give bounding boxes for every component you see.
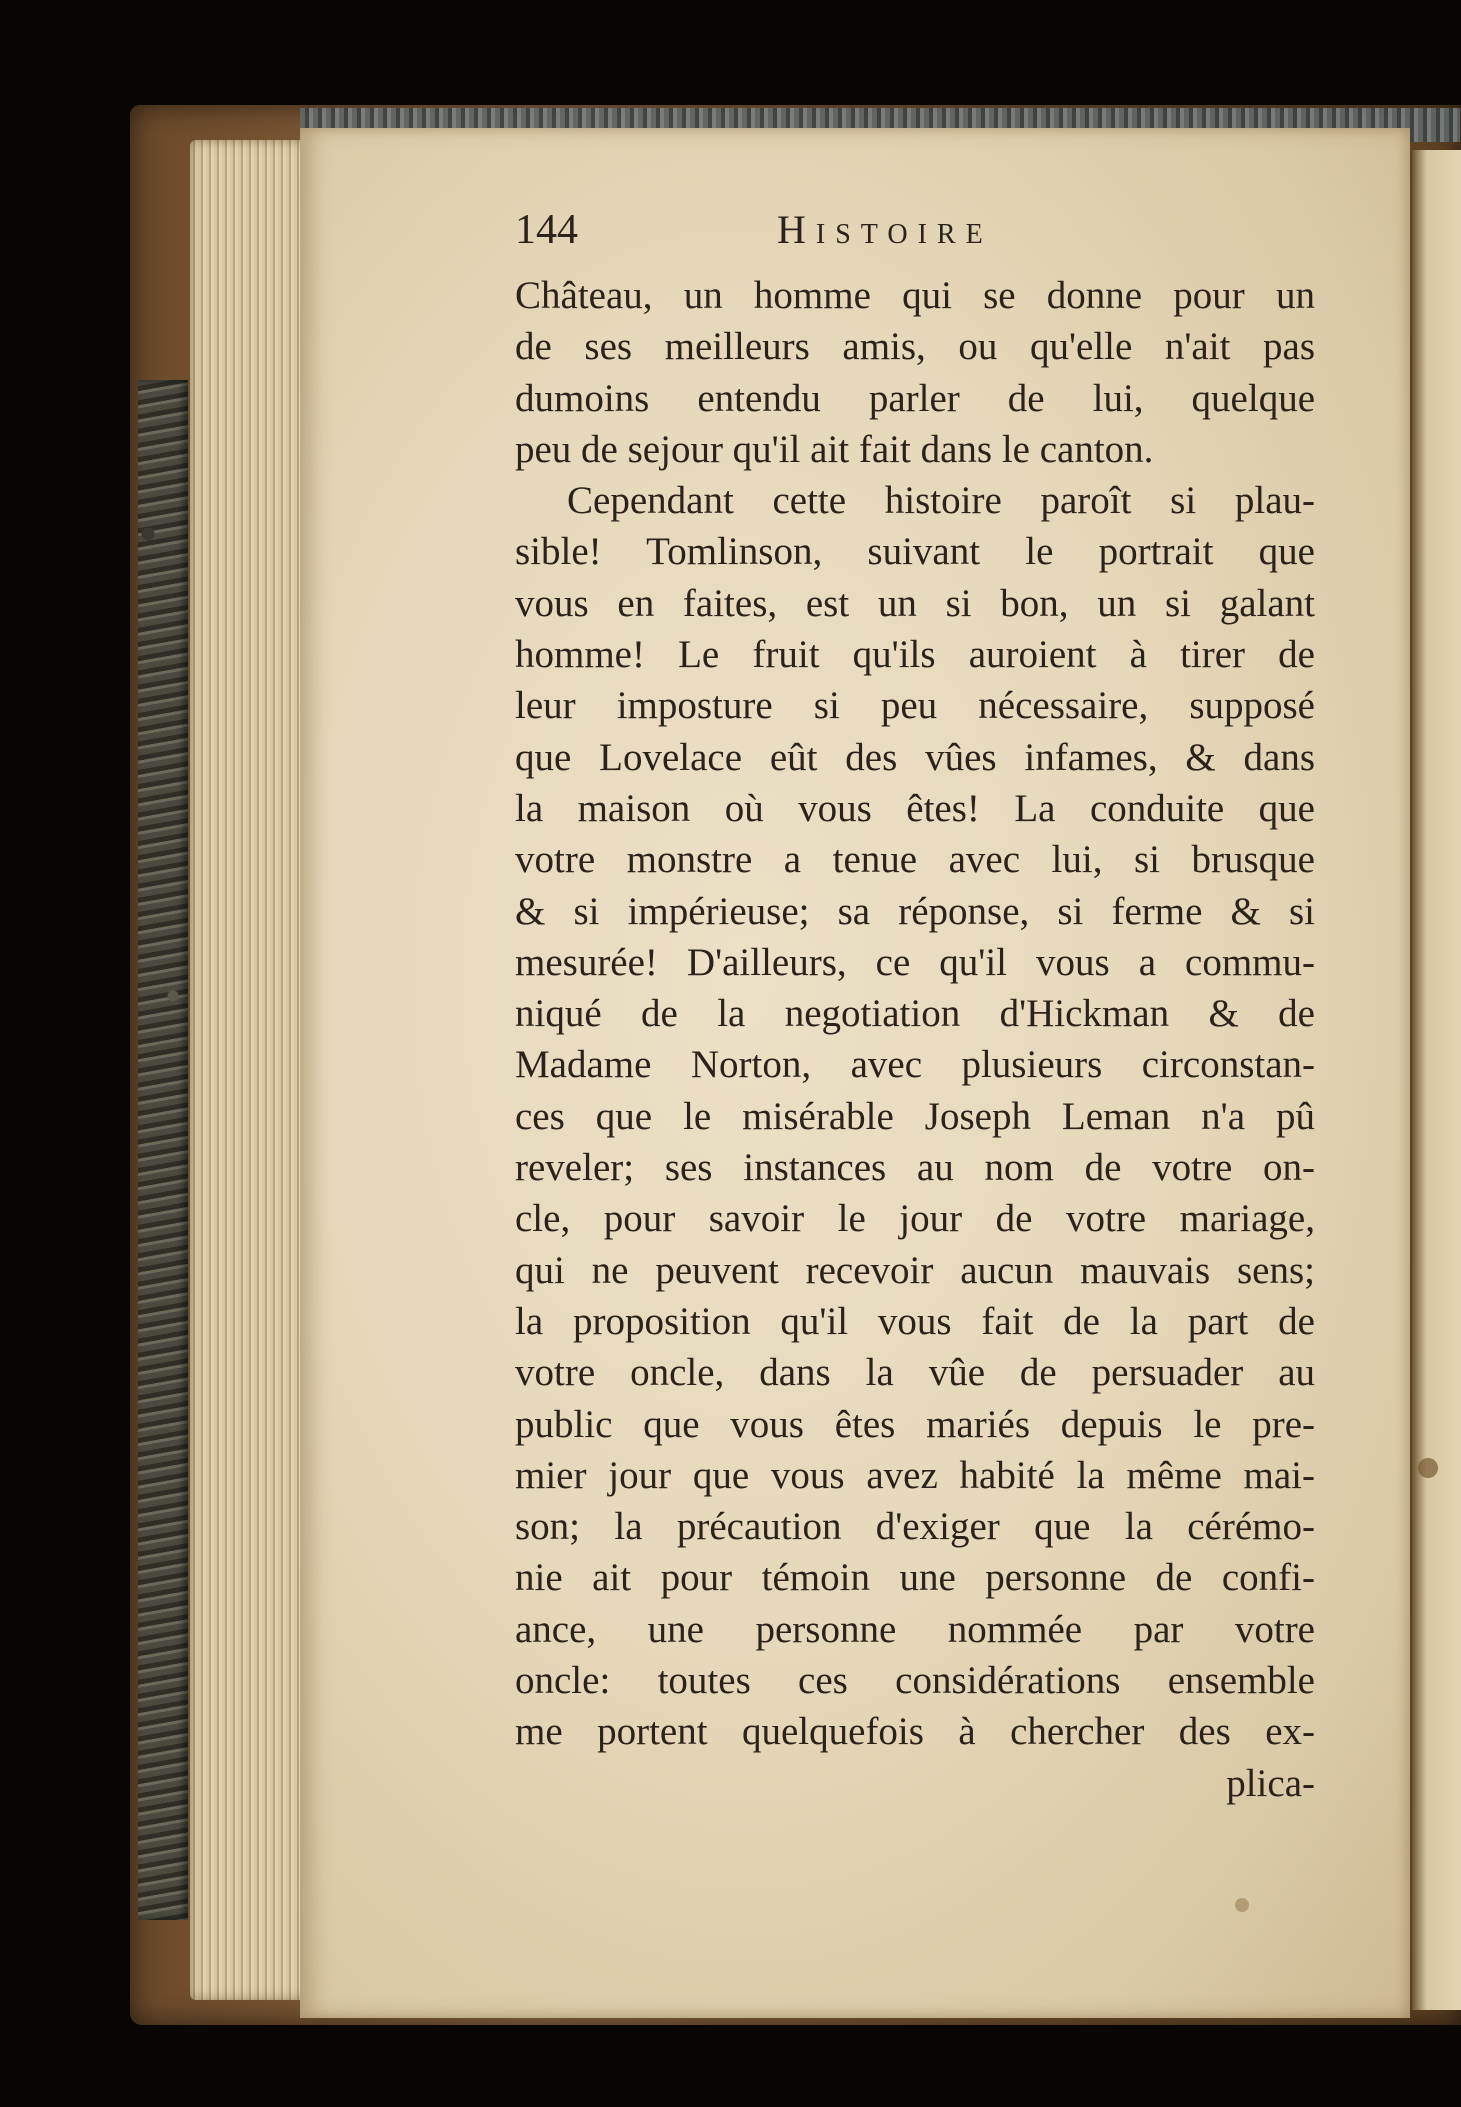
body-text [515, 270, 1315, 1809]
foxing-spot-right [1418, 1458, 1438, 1478]
text-line: son; la précaution d'exiger que la cérémo- [515, 1505, 1315, 1549]
text-line: & si impérieuse; sa réponse, si ferme & si [515, 889, 1315, 933]
text-line: la maison où vous êtes! La conduite que [515, 786, 1315, 830]
text-line: reveler; ses instances au nom de votre on- [515, 1146, 1315, 1190]
text-line: Madame Norton, avec plusieurs circonstan- [515, 1043, 1315, 1087]
text-line: ces que le misérable Joseph Leman n'a pû [515, 1094, 1315, 1138]
page-number: 144 [515, 207, 578, 253]
text-line: mesurée! D'ailleurs, ce qu'il vous a commu- [515, 940, 1315, 984]
text-line: qui ne peuvent recevoir aucun mauvais sens; [515, 1248, 1315, 1292]
marbled-board [138, 380, 188, 1920]
text-line: nie ait pour témoin une personne de confi- [515, 1556, 1315, 1600]
text-line: peu de sejour qu'il ait fait dans le canton. [515, 427, 1154, 471]
text-line: me portent quelquefois à chercher des ex- [515, 1710, 1315, 1754]
text-line: mier jour que vous avez habité la même mai- [515, 1453, 1315, 1497]
text-line: Cependant cette histoire paroît si plau- [567, 479, 1315, 523]
text-line: que Lovelace eût des vûes infames, & dans [515, 735, 1315, 779]
text-line: dumoins entendu parler de lui, quelque [515, 376, 1315, 420]
facing-page-edge [1412, 150, 1461, 2010]
catchword: plica- [1226, 1761, 1315, 1805]
text-line: Château, un homme qui se donne pour un [515, 274, 1315, 317]
text-line: oncle: toutes ces considérations ensemble [515, 1659, 1315, 1703]
text-line: sible! Tomlinson, suivant le portrait que [515, 530, 1315, 574]
text-line: de ses meilleurs amis, ou qu'elle n'ait pas [515, 325, 1315, 369]
text-line: vous en faites, est un si bon, un si galant [515, 581, 1315, 625]
page-header [515, 205, 1315, 255]
text-line: public que vous êtes mariés depuis le pre- [515, 1402, 1315, 1446]
text-line: votre monstre a tenue avec lui, si brusque [515, 838, 1315, 882]
text-line: leur imposture si peu nécessaire, supposé [515, 684, 1315, 728]
foxing-spot [1235, 1898, 1249, 1912]
text-line: homme! Le fruit qu'ils auroient à tirer de [515, 633, 1315, 677]
text-line: la proposition qu'il vous fait de la part de [515, 1299, 1315, 1343]
text-line: ance, une personne nommée par votre [515, 1607, 1315, 1651]
text-line: votre oncle, dans la vûe de persuader au [515, 1351, 1315, 1395]
text-line: niqué de la negotiation d'Hickman & de [515, 992, 1315, 1036]
running-head: Histoire [777, 207, 993, 252]
text-line: cle, pour savoir le jour de votre mariage, [515, 1197, 1315, 1241]
